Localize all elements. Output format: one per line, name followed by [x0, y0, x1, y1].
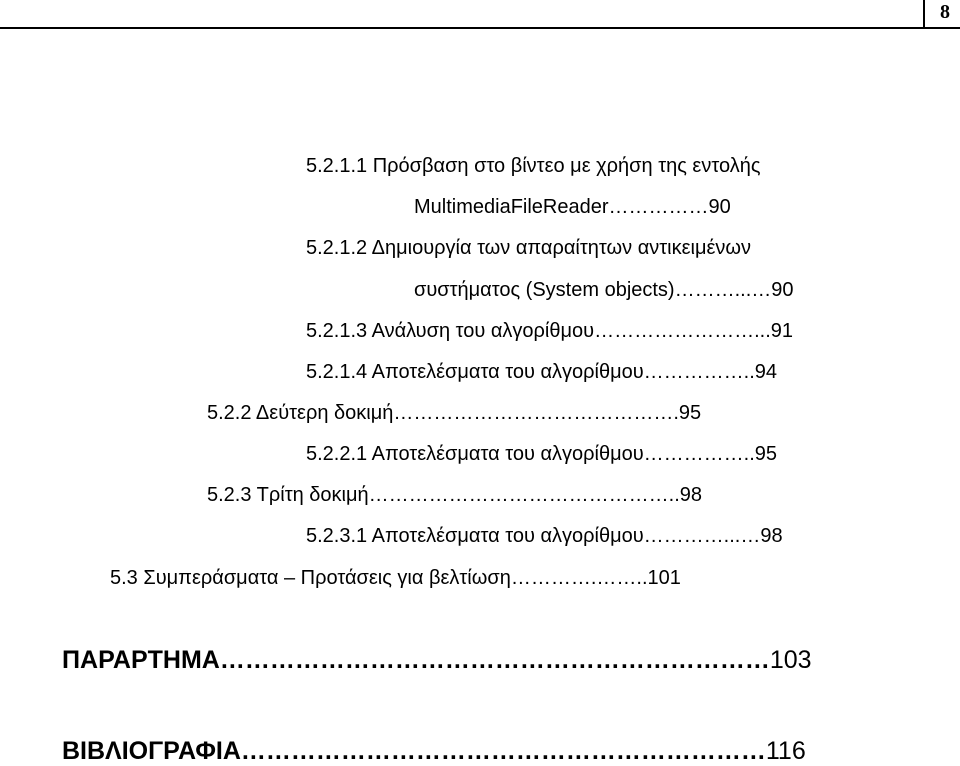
appendix-label: ΠΑΡΑΡΤΗΜΑ………………………………………………………… [62, 646, 770, 674]
toc-entry-5-2-1-1-continuation: MultimediaFileReader……………90 [414, 196, 731, 218]
toc-entry-5-2-3-1: 5.2.3.1 Αποτελέσματα του αλγορίθμου…………...…98 [306, 525, 783, 547]
toc-entry-appendix [62, 645, 812, 675]
toc-entry-5-2-1-2-title: 5.2.1.2 Δημιουργία των απαραίτητων αντικειμένων [306, 237, 752, 259]
toc-entry-5-2-2: 5.2.2 Δεύτερη δοκιμή…………………………………….95 [207, 402, 702, 424]
page-number: 8 [940, 1, 950, 23]
toc-entry-5-3: 5.3 Συμπεράσματα – Προτάσεις για βελτίωση………….……..101 [110, 567, 681, 589]
toc-entry-5-2-1-2-continuation: συστήματος (System objects)………...…90 [414, 279, 794, 301]
header-rule [0, 27, 960, 29]
bibliography-label: ΒΙΒΛΙΟΓΡΑΦΙΑ……………………………………………………… [62, 737, 766, 765]
header-rule-vertical [923, 0, 925, 28]
toc-entry-5-2-1-4: 5.2.1.4 Αποτελέσματα του αλγορίθμου……………..94 [306, 361, 778, 383]
bibliography-page: 116 [765, 737, 806, 765]
toc-entry-5-2-2-1: 5.2.2.1 Αποτελέσματα του αλγορίθμου……………..95 [306, 443, 778, 465]
toc-entry-5-2-1-1-title: 5.2.1.1 Πρόσβαση στο βίντεο με χρήση της εντολής [306, 155, 761, 177]
toc-entry-5-2-3: 5.2.3 Τρίτη δοκιμή………………………………………..98 [207, 484, 702, 506]
toc-entry-bibliography [62, 736, 806, 766]
appendix-page: 103 [769, 646, 812, 674]
toc-entry-5-2-1-3: 5.2.1.3 Ανάλυση του αλγορίθμου……………………...91 [306, 320, 794, 342]
